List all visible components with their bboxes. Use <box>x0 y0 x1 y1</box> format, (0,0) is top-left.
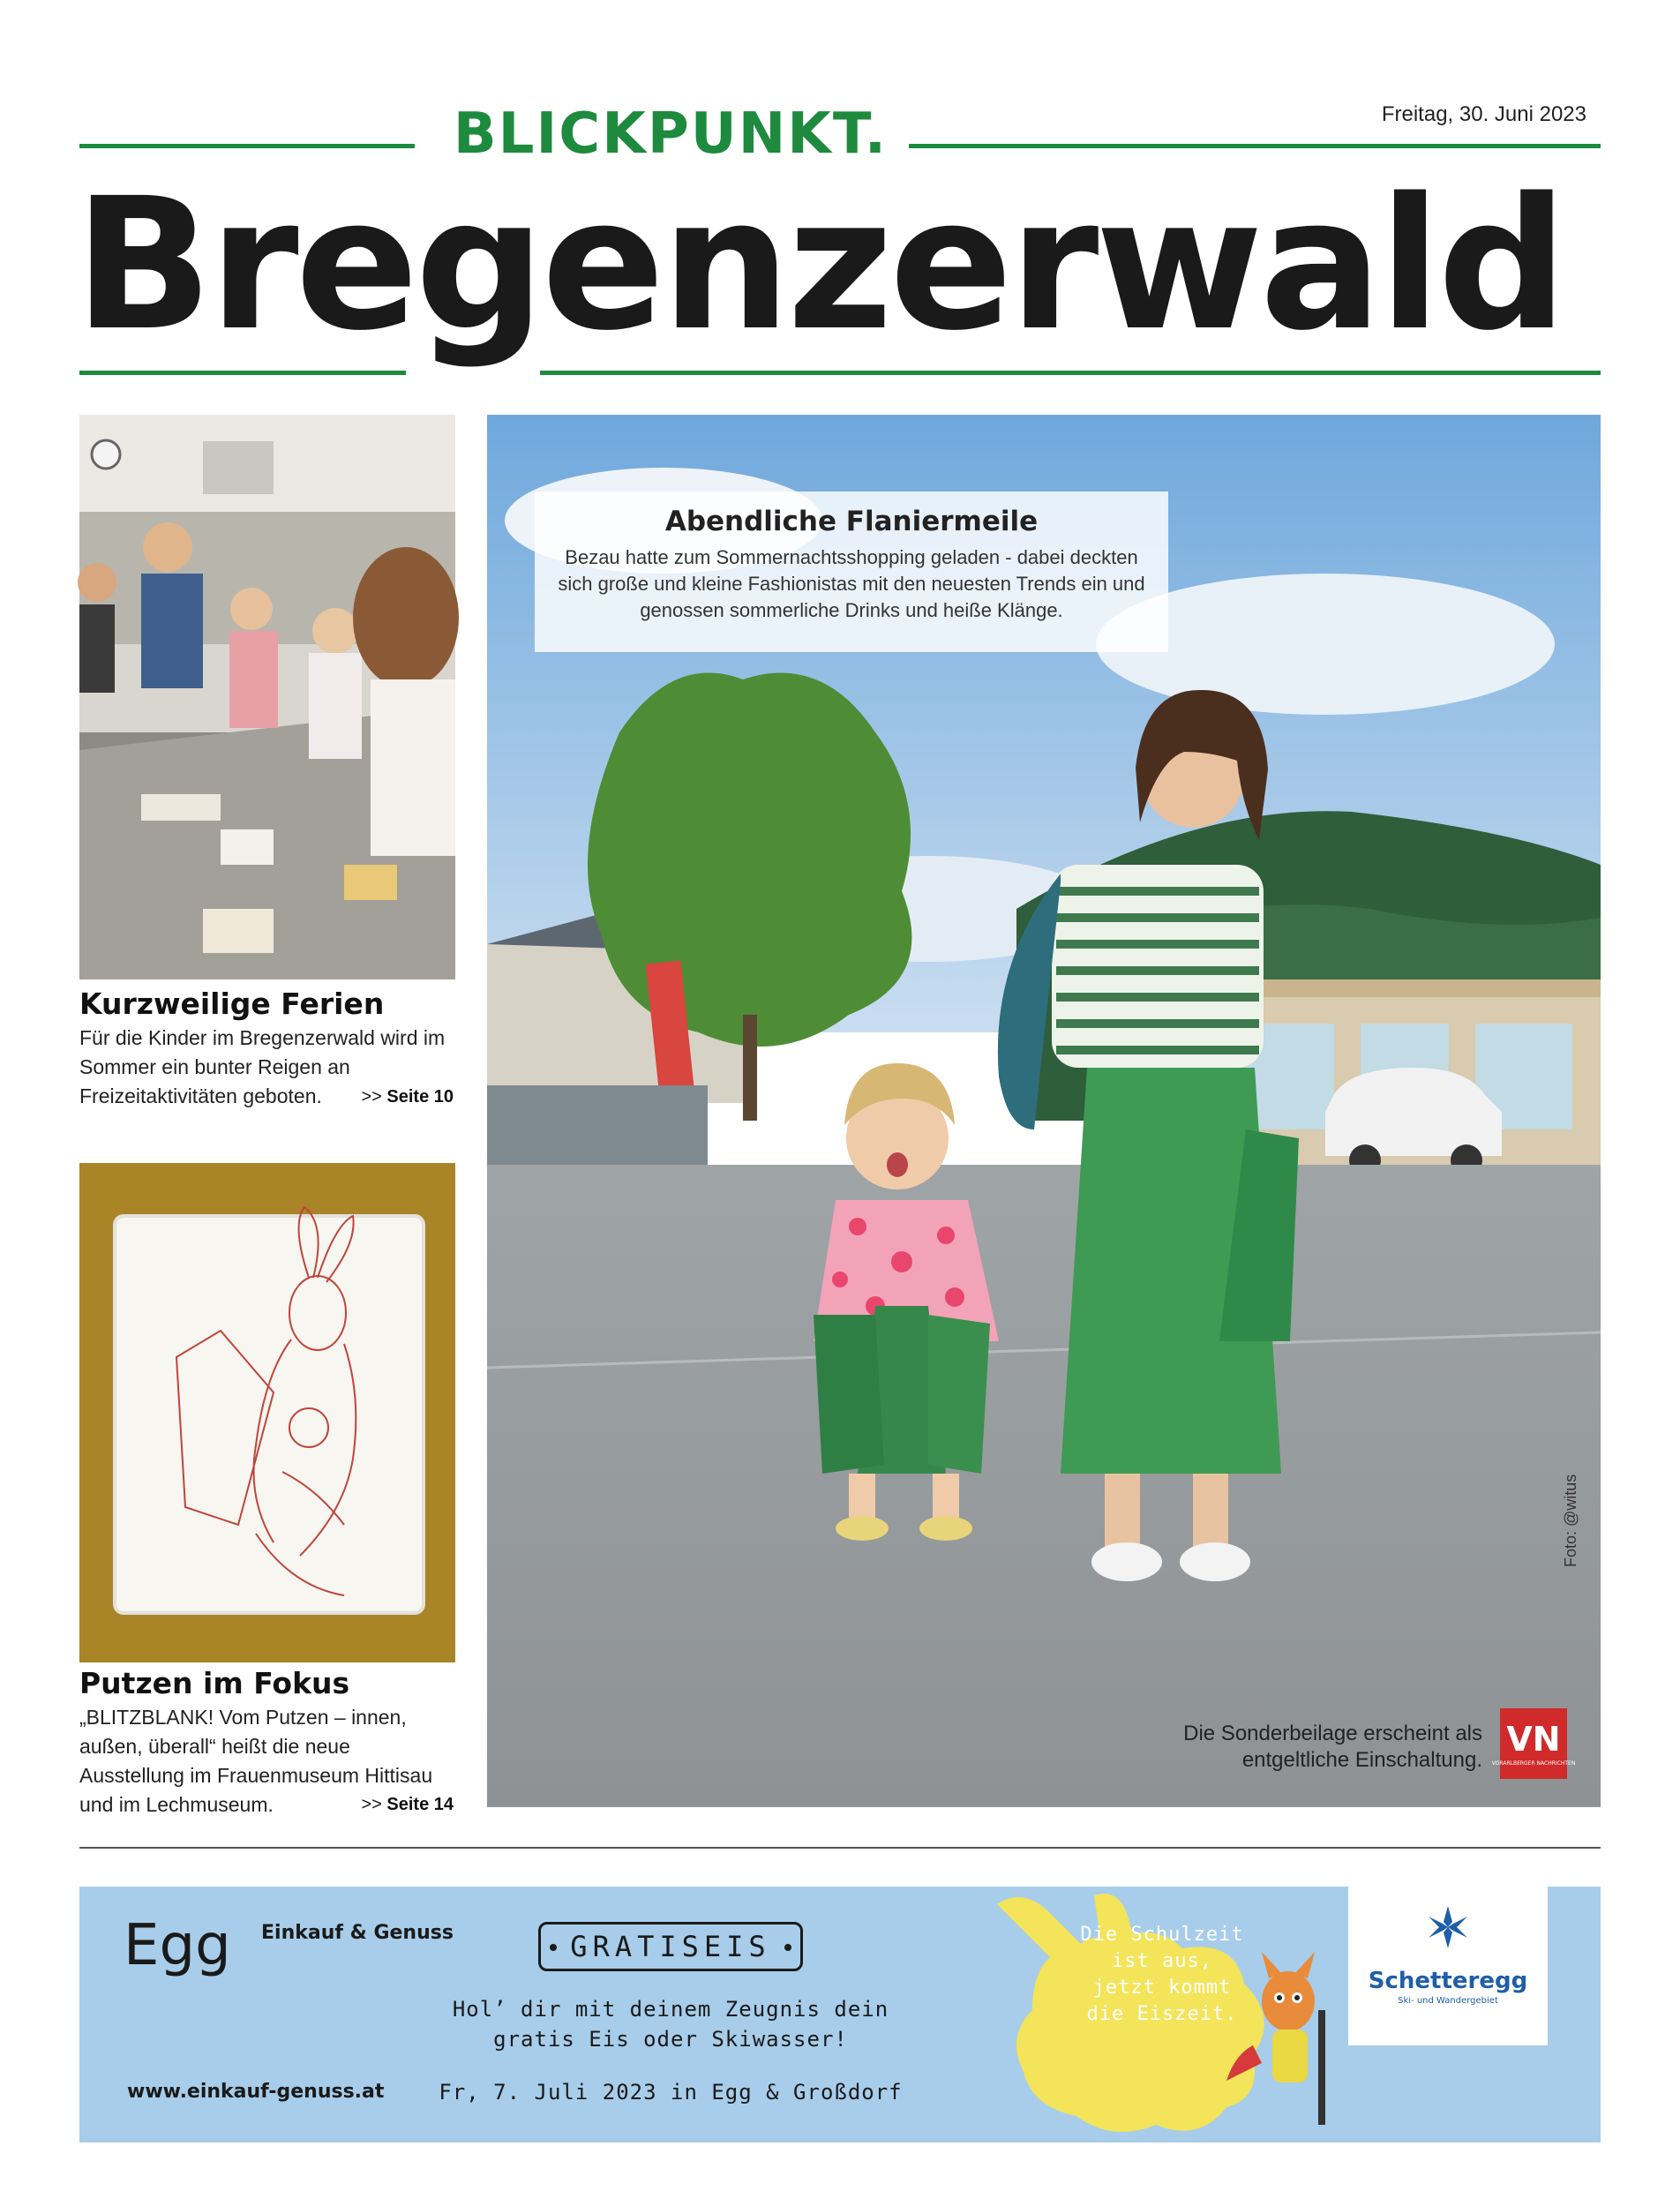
teaser-photo-cooking-kids[interactable] <box>79 415 455 979</box>
page-divider <box>79 1847 1601 1849</box>
ref-arrows: >> <box>361 1795 382 1814</box>
supplement-note: Die Sonderbeilage erscheint als entgeltliche Einschaltung. <box>1183 1722 1482 1772</box>
masthead-rule-right <box>540 371 1601 375</box>
teaser-ref-ferien[interactable] <box>361 1087 454 1107</box>
sponsor-name: Schetteregg <box>1368 1968 1528 1994</box>
ad-line-2: gratis Eis oder Skiwasser! <box>493 2027 848 2052</box>
teaser-photo-embroidered-towel[interactable] <box>79 1163 455 1662</box>
masthead-title: Bregenzerwald <box>74 159 1564 371</box>
sponsor-logo-box[interactable] <box>1348 1887 1548 2045</box>
teaser-text-putzen: „BLITZBLANK! Vom Putzen – innen, außen, überall“ heißt die neue Ausstellung im Frauenmuseum Hittisau und im Lechmuseum. <box>79 1706 433 1816</box>
hero-caption-title[interactable]: Abendliche Flaniermeile <box>664 506 1039 537</box>
ad-brand-sub: Einkauf & Genuss <box>261 1922 454 1944</box>
teaser-text-ferien: Für die Kinder im Bregenzerwald wird im Sommer ein bunter Reigen an Freizeitaktivitäten geboten. <box>79 1026 446 1107</box>
ad-banner-gratiseis[interactable] <box>79 1887 1601 2142</box>
hero-caption-text: Bezau hatte zum Sommernachtsshopping geladen - dabei deckten sich große und kleine Fashionistas mit den neuesten Trends ein und genossen sommerliche Drinks und heiße Klänge. <box>558 546 1145 621</box>
snowflake-icon <box>1429 1906 1467 1948</box>
sponsor-sub: Ski- und Wandergebiet <box>1398 1996 1498 2006</box>
ad-line-1: Hol’ dir mit deinem Zeugnis dein <box>452 1997 889 2022</box>
photo-credit: Foto: @witus <box>1562 1474 1579 1567</box>
ref-arrows: >> <box>361 1087 382 1107</box>
hero-caption-box <box>535 491 1168 652</box>
ad-gratiseis-badge: GRATISEIS <box>538 1922 803 1971</box>
teaser-title-putzen[interactable]: Putzen im Fokus <box>79 1666 350 1700</box>
header-rule-right <box>909 144 1601 148</box>
ad-brand-egg: Egg <box>124 1913 231 1978</box>
teaser-ref-putzen[interactable] <box>361 1795 454 1815</box>
ad-ice-slogan: Die Schulzeit ist aus, jetzt kommt die Eiszeit. <box>1080 1924 1244 2025</box>
ad-line-3: Fr, 7. Juli 2023 in Egg & Großdorf <box>439 2080 903 2105</box>
section-kicker: BLICKPUNKT. <box>453 101 889 167</box>
ref-page: Seite 10 <box>386 1087 454 1107</box>
issue-date: Freitag, 30. Juni 2023 <box>1381 102 1586 126</box>
ref-page: Seite 14 <box>386 1795 454 1814</box>
header-rule-left <box>79 144 415 148</box>
masthead-rule-left <box>79 371 406 375</box>
vn-logo-sub: VORARLBERGER NACHRICHTEN <box>1491 1760 1576 1767</box>
vn-logo[interactable] <box>1491 1708 1576 1779</box>
ad-url-link[interactable]: www.einkauf-genuss.at <box>127 2081 385 2103</box>
vn-logo-letters: VN <box>1506 1720 1561 1759</box>
teaser-title-ferien[interactable]: Kurzweilige Ferien <box>79 987 385 1021</box>
